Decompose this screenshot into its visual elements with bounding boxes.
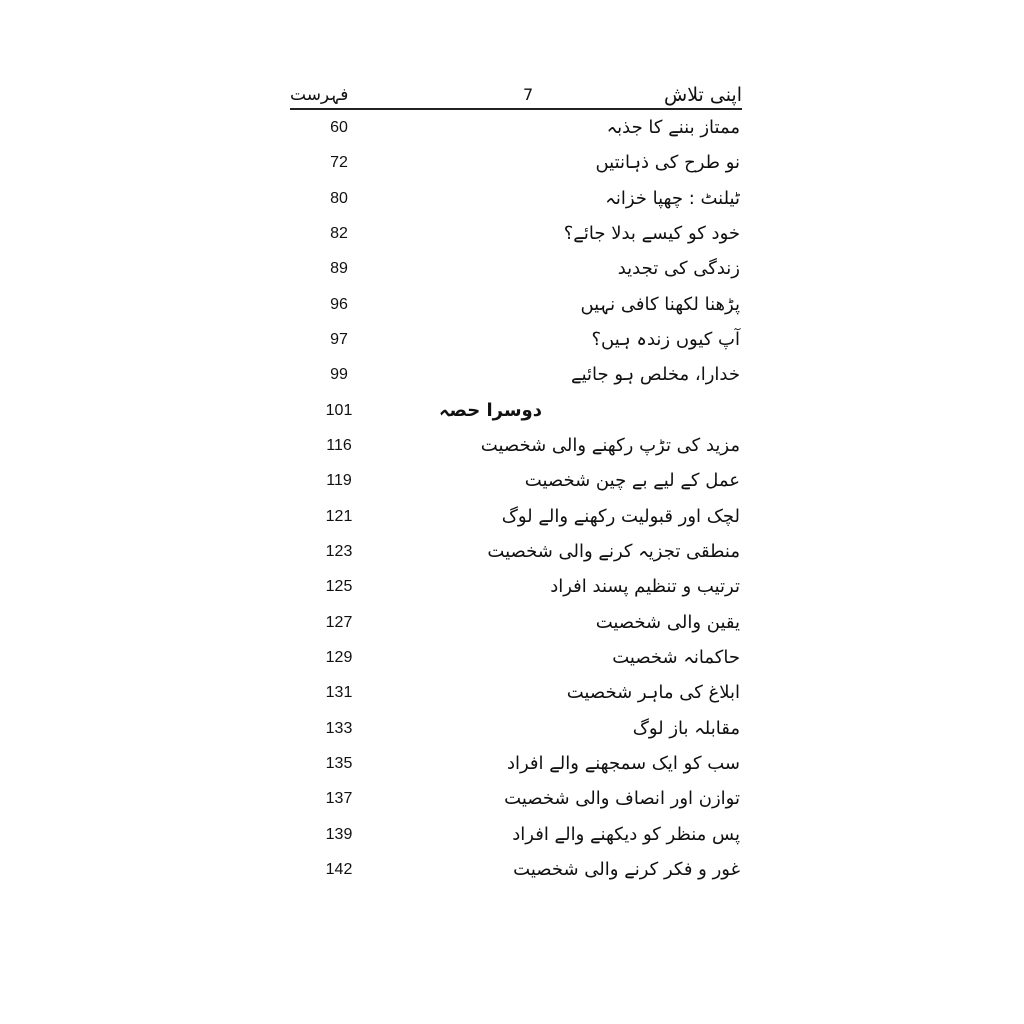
- toc-entry-page: 99: [330, 366, 348, 384]
- section-heading: دوسرا حصہ: [438, 399, 542, 421]
- toc-row: [290, 216, 742, 251]
- toc-entry-page: 137: [325, 790, 353, 808]
- toc-row: [290, 605, 742, 640]
- toc-entry-title: منطقی تجزیہ کرنے والی شخصیت: [487, 540, 740, 562]
- toc-entry-title: پس منظر کو دیکھنے والے افراد: [512, 823, 740, 845]
- toc-entry-page: 125: [325, 578, 353, 596]
- toc-row: [290, 534, 742, 569]
- toc-entry-page: 116: [326, 436, 352, 454]
- toc-entry-page: 123: [325, 542, 353, 560]
- toc-entry-page: 121: [325, 507, 353, 525]
- toc-entry-title: غور و فکر کرنے والی شخصیت: [513, 858, 740, 880]
- toc-row: [290, 322, 742, 357]
- toc-row: [290, 181, 742, 216]
- section-label: فہرست: [290, 85, 349, 105]
- toc-entry-title: عمل کے لیے بے چین شخصیت: [524, 470, 740, 492]
- toc-entry-page: 129: [325, 648, 353, 666]
- toc-row: [290, 110, 742, 145]
- toc-row: [290, 746, 742, 781]
- toc-entry-page: 96: [330, 295, 348, 313]
- toc-entry-title: یقین والی شخصیت: [595, 611, 740, 633]
- toc-entry-title: ترتیب و تنظیم پسند افراد: [550, 576, 740, 598]
- toc-entry-title: ابلاغ کی ماہر شخصیت: [566, 682, 740, 704]
- toc-row: [290, 640, 742, 675]
- toc-entry-title: ممتاز بننے کا جذبہ: [606, 117, 740, 138]
- toc-row: [290, 711, 742, 746]
- toc-row: [290, 463, 742, 498]
- page-header: [290, 82, 742, 108]
- toc-entry-title: ٹیلنٹ : چھپا خزانہ: [605, 187, 740, 209]
- page-number: 7: [523, 85, 534, 104]
- toc-entry-page: 82: [330, 224, 348, 242]
- toc-entry-title: پڑھنا لکھنا کافی نہیں: [580, 293, 740, 315]
- toc-entry-page: 60: [330, 119, 348, 136]
- toc-row: [290, 569, 742, 604]
- toc-row: [290, 251, 742, 286]
- book-title: اپنی تلاش: [664, 84, 742, 106]
- toc-entry-title: توازن اور انصاف والی شخصیت: [504, 788, 740, 810]
- toc-entry-page: 89: [330, 260, 348, 278]
- toc-entry-page: 97: [330, 330, 348, 348]
- toc-row: [290, 428, 742, 463]
- toc-entry-page: 101: [325, 401, 353, 419]
- toc-entry-page: 142: [325, 860, 353, 878]
- toc-entry-title: زندگی کی تجدید: [617, 258, 740, 280]
- toc-row: [290, 852, 742, 887]
- toc-entry-page: 72: [330, 154, 348, 172]
- toc-entry-page: 135: [325, 754, 353, 772]
- toc-entry-title: حاکمانہ شخصیت: [612, 646, 740, 668]
- toc-entry-title: آپ کیوں زندہ ہیں؟: [591, 328, 740, 350]
- toc-entry-page: 80: [330, 189, 348, 207]
- table-of-contents: [290, 110, 742, 887]
- toc-entry-page: 131: [325, 684, 353, 702]
- toc-row: [290, 357, 742, 392]
- toc-entry-title: سب کو ایک سمجھنے والے افراد: [506, 752, 740, 774]
- toc-entry-page: 139: [325, 825, 353, 843]
- section-heading-row: [290, 393, 742, 428]
- toc-row: [290, 287, 742, 322]
- toc-row: [290, 675, 742, 710]
- toc-row: [290, 781, 742, 816]
- toc-row: [290, 499, 742, 534]
- toc-row: [290, 145, 742, 180]
- toc-entry-title: مزید کی تڑپ رکھنے والی شخصیت: [480, 434, 740, 456]
- toc-entry-page: 133: [325, 719, 353, 737]
- toc-row: [290, 817, 742, 852]
- toc-entry-title: مقابلہ باز لوگ: [632, 717, 740, 739]
- toc-entry-page: 119: [326, 472, 352, 490]
- toc-entry-page: 127: [325, 613, 353, 631]
- toc-entry-title: خود کو کیسے بدلا جائے؟: [563, 222, 740, 244]
- toc-entry-title: نو طرح کی ذہانتیں: [595, 152, 740, 174]
- toc-entry-title: لچک اور قبولیت رکھنے والے لوگ: [501, 505, 740, 527]
- toc-entry-title: خدارا، مخلص ہو جائیے: [571, 364, 740, 386]
